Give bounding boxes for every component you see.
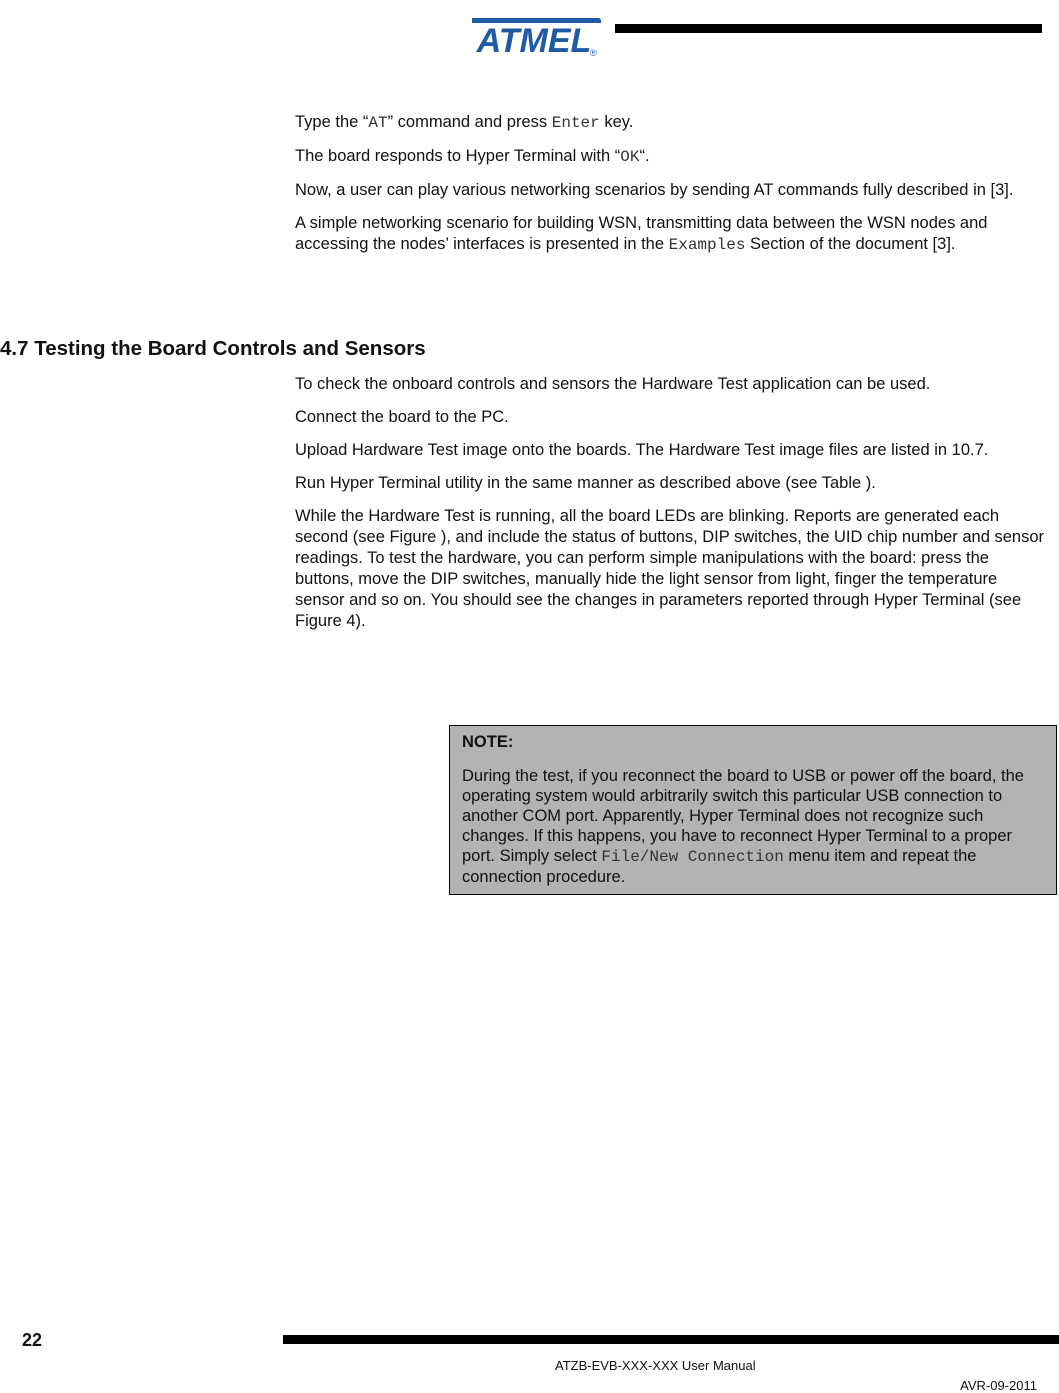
section-body: [295, 374, 1047, 644]
section-paragraph-4: Run Hyper Terminal utility in the same manner as described above (see Table ).: [295, 474, 876, 492]
intro-paragraph-2: The board responds to Hyper Terminal with “OK“.: [295, 147, 650, 166]
logo-text: ATMEL: [476, 22, 592, 60]
intro-paragraph-4: A simple networking scenario for building WSN, transmitting data between the WSN nodes and accessing the nodes’ interfaces is presented in the Examples Section of the document [3].: [295, 214, 988, 254]
intro-paragraph-3: Now, a user can play various networking scenarios by sending AT commands fully described in [3].: [295, 181, 1014, 199]
atmel-logo: [470, 10, 602, 60]
note-box: [449, 725, 1057, 895]
note-title: NOTE:: [462, 733, 514, 751]
page-number: 22: [22, 1330, 43, 1350]
footer-doc-code: AVR-09-2011: [960, 1378, 1037, 1393]
header-rule: [615, 24, 1042, 33]
code-enter: Enter: [551, 114, 600, 132]
note-text: During the test, if you reconnect the board to USB or power off the board, the operating system would arbitrarily switch this particular USB connection to another COM port. Apparently, Hyper Terminal does not recognize such changes. If this happens, you have to reconnect Hyper Terminal to a proper port. Simply select File/New Connection menu item and repeat the connection procedure.: [462, 767, 1024, 886]
code-at: AT: [368, 114, 388, 132]
section-paragraph-1: To check the onboard controls and sensors the Hardware Test application can be used.: [295, 375, 931, 393]
section-paragraph-2: Connect the board to the PC.: [295, 408, 509, 426]
code-ok: OK: [620, 148, 640, 166]
section-paragraph-3: Upload Hardware Test image onto the boards. The Hardware Test image files are listed in 10.7.: [295, 441, 989, 459]
footer-rule: [283, 1335, 1059, 1344]
intro-paragraph-1: Type the “AT” command and press Enter key.: [295, 113, 634, 132]
code-file-new-connection: File/New Connection: [601, 848, 784, 866]
footer-doc-title: ATZB-EVB-XXX-XXX User Manual: [555, 1358, 756, 1373]
atmel-logo-icon: [470, 10, 602, 60]
intro-block: [295, 112, 1047, 268]
section-paragraph-5: While the Hardware Test is running, all the board LEDs are blinking. Reports are generated each second (see Figure ), and include the status of buttons, DIP switches, the UID chip number and sensor readings. To test the hardware, you can perform simple manipulations with the board: press the buttons, move the DIP switches, manually hide the light sensor from light, finger the temperature sensor and so on. You should see the changes in parameters reported through Hyper Terminal (see Figure 4).: [295, 507, 1045, 630]
svg-text:®: ®: [590, 48, 597, 58]
code-examples: Examples: [668, 236, 746, 254]
section-heading: 4.7 Testing the Board Controls and Sensors: [0, 337, 426, 360]
